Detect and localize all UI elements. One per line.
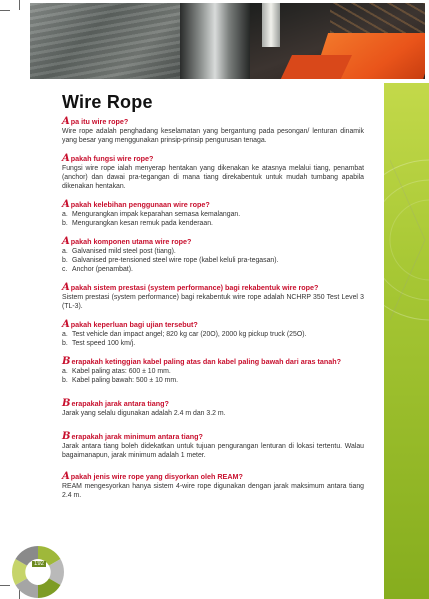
faq-answer: Wire rope adalah penghadang keselamatan yang bergantung pada pesongan/ lenturan dinamik yang besar yang menggunakan prinsip-prinsip pengurusan tenaga. bbox=[62, 128, 364, 144]
faq-question: Apakah keperluan bagi ujian tersebut? bbox=[62, 319, 198, 330]
faq-item bbox=[62, 154, 364, 191]
faq-question: Berapakah ketinggian kabel paling atas dan kabel paling bawah dari aras tanah? bbox=[62, 356, 342, 367]
list-item: b. Kabel paling bawah: 500 ± 10 mm. bbox=[62, 377, 179, 384]
faq-answer bbox=[62, 330, 364, 348]
faq-answer bbox=[62, 247, 364, 274]
faq-question: Apakah kelebihan penggunaan wire rope? bbox=[62, 199, 210, 210]
list-item: b. Test speed 100 km/j. bbox=[62, 340, 136, 347]
faq-item bbox=[62, 283, 364, 311]
faq-item bbox=[62, 357, 364, 385]
faq-content bbox=[62, 117, 364, 509]
faq-question: Apakah jenis wire rope yang disyorkan oleh REAM? bbox=[62, 471, 243, 482]
faq-item bbox=[62, 200, 364, 228]
faq-answer: Sistem prestasi (system performance) bagi rekabentuk wire rope adalah NCHRP 350 Test Level 3 (TL-3). bbox=[62, 294, 364, 310]
faq-item bbox=[62, 399, 364, 418]
faq-question: Apa itu wire rope? bbox=[62, 116, 129, 127]
list-item: a. Test vehicle dan impact angel; 820 kg car (20O), 2000 kg pickup truck (25O). bbox=[62, 331, 307, 338]
crop-mark bbox=[19, 0, 20, 10]
faq-answer: Jarak antara tiang boleh didekatkan untuk tujuan pengurangan lenturan di lokasi tertentu. Walau bagaimanapun, jarak minimum adalah 1 meter. bbox=[62, 443, 364, 459]
faq-item bbox=[62, 237, 364, 274]
faq-question: Apakah komponen utama wire rope? bbox=[62, 236, 192, 247]
faq-item bbox=[62, 432, 364, 460]
page-number-wheel bbox=[10, 544, 66, 599]
page-title: Wire Rope bbox=[62, 92, 153, 112]
list-item: a. Kabel paling atas: 600 ± 10 mm. bbox=[62, 368, 171, 375]
faq-question: Berapakah jarak antara tiang? bbox=[62, 398, 169, 409]
list-item: a. Galvanised mild steel post (tiang). bbox=[62, 248, 176, 255]
faq-item bbox=[62, 472, 364, 500]
list-item: a. Mengurangkan impak keparahan semasa kemalangan. bbox=[62, 211, 241, 218]
faq-answer: Jarak yang selalu digunakan adalah 2.4 m dan 3.2 m. bbox=[62, 410, 226, 417]
faq-answer: REAM mengesyorkan hanya sistem 4-wire rope digunakan dengan jarak maksimum antara tiang 2.4 m. bbox=[62, 483, 364, 499]
list-item: c. Anchor (penambat). bbox=[62, 266, 133, 273]
faq-answer bbox=[62, 367, 364, 385]
faq-question: Berapakah jarak minimum antara tiang? bbox=[62, 431, 203, 442]
list-item: b. Mengurangkan kesan remuk pada kenderaan. bbox=[62, 220, 213, 227]
list-item: b. Galvanised pre-tensioned steel wire rope (kabel keluli pra-tegasan). bbox=[62, 257, 279, 264]
crop-mark bbox=[0, 585, 10, 586]
faq-answer: Fungsi wire rope ialah menyerap hentakan yang dikenakan ke atasnya melalui tiang, penambat (anchor) dan dawai pra-tegangan di mana tiang direkabentuk untuk mudah tumbang apabila dikenakan hentakan. bbox=[62, 165, 364, 190]
crop-mark bbox=[0, 10, 10, 11]
faq-answer bbox=[62, 210, 364, 228]
side-band bbox=[384, 83, 429, 599]
header-photo bbox=[30, 3, 425, 79]
page-number: 192 bbox=[34, 561, 45, 567]
faq-question: Apakah fungsi wire rope? bbox=[62, 153, 154, 164]
faq-item bbox=[62, 320, 364, 348]
faq-item bbox=[62, 117, 364, 145]
faq-question: Apakah sistem prestasi (system performance) bagi rekabentuk wire rope? bbox=[62, 282, 319, 293]
